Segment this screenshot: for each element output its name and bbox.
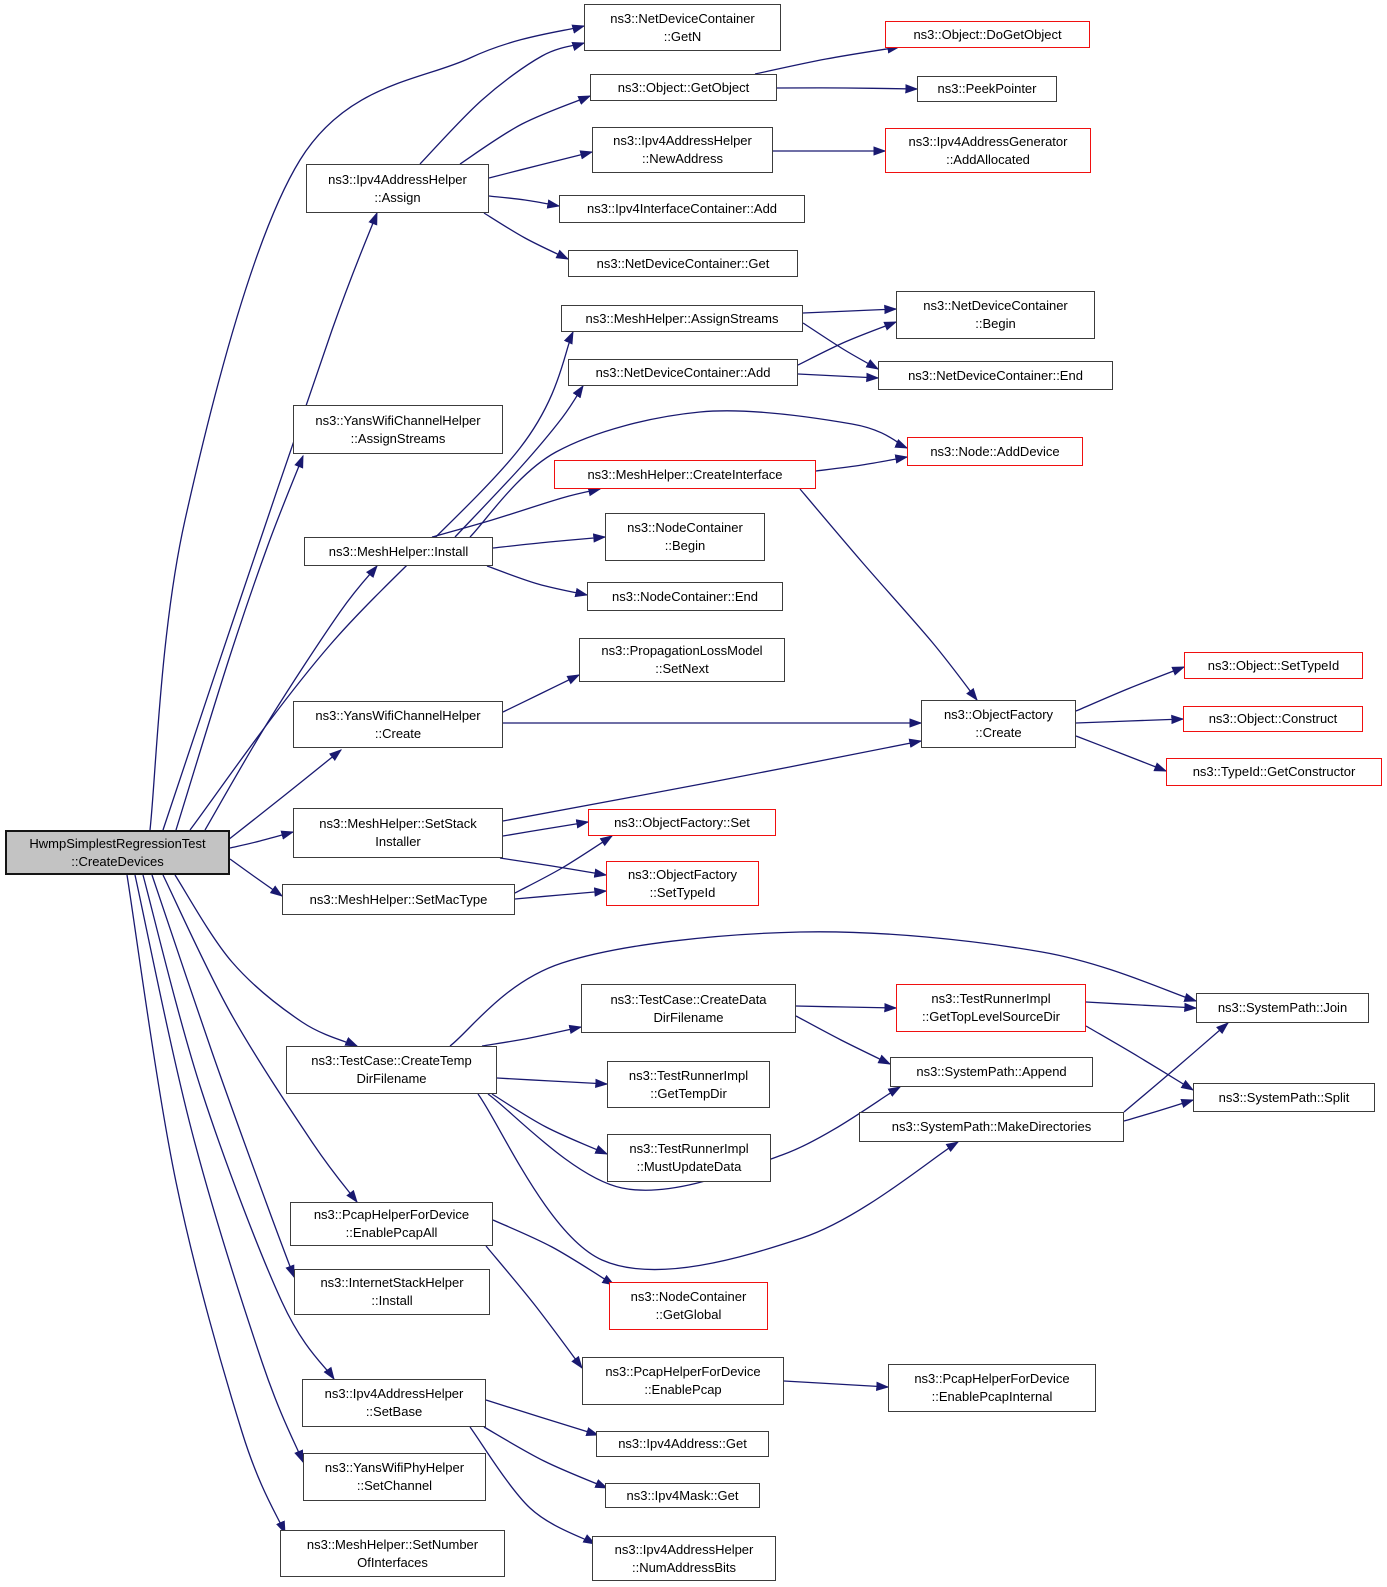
- edge-create_interface-node_adddevice: [816, 457, 907, 471]
- node-label: ns3::YansWifiChannelHelper: [315, 412, 481, 428]
- node-label: ns3::NodeContainer: [630, 1289, 747, 1304]
- node-ipv4if_add[interactable]: [559, 195, 805, 223]
- node-label: ns3::Ipv4Address::Get: [618, 1436, 747, 1451]
- node-label: ::AssignStreams: [350, 430, 446, 446]
- node-label: ns3::Ipv4AddressHelper: [614, 1541, 754, 1557]
- edge-set_base-numbits: [470, 1427, 595, 1544]
- node-create_data[interactable]: [581, 984, 796, 1033]
- node-label: ::Create: [975, 725, 1022, 740]
- edge-objfac_create-obj_construct: [1076, 719, 1183, 723]
- node-label: ns3::PcapHelperForDevice: [605, 1364, 761, 1379]
- node-label: ::Assign: [374, 189, 421, 205]
- node-label: ns3::Object::DoGetObject: [913, 26, 1062, 42]
- node-label: ::NumAddressBits: [631, 1559, 737, 1575]
- edge-mesh_install-nodecont_begin: [493, 537, 605, 548]
- node-obj_construct[interactable]: [1183, 706, 1363, 732]
- node-netdevc_end[interactable]: [878, 361, 1113, 390]
- edge-create_interface-objfac_create: [800, 489, 977, 700]
- node-label: ns3::PcapHelperForDevice: [313, 1207, 470, 1222]
- node-label: ns3::NetDeviceContainer: [923, 298, 1068, 313]
- node-getglobal[interactable]: [609, 1282, 768, 1330]
- node-epall[interactable]: [290, 1202, 493, 1246]
- node-label: ::AddAllocated: [946, 151, 1030, 167]
- node-label: OfInterfaces: [357, 1554, 428, 1570]
- node-sp_join[interactable]: [1196, 993, 1369, 1023]
- node-label: ::Create: [374, 725, 422, 741]
- edge-set_stack-objfac_set: [503, 822, 588, 836]
- node-label: ns3::SystemPath::Append: [916, 1064, 1067, 1079]
- node-label: ns3::TestCase::CreateTemp: [311, 1053, 472, 1068]
- node-label: ::MustUpdateData: [636, 1159, 742, 1174]
- edge-mesh_install-create_interface: [432, 489, 600, 537]
- edge-create_temp-create_data: [482, 1027, 581, 1046]
- edge-create_data-sp_append: [796, 1016, 890, 1064]
- edge-root-set_channel: [135, 875, 303, 1462]
- node-objfac_settypeid[interactable]: [606, 861, 759, 906]
- node-proploss_setnext[interactable]: [579, 638, 785, 682]
- node-label: ns3::Node::AddDevice: [930, 443, 1060, 459]
- edge-assign-newaddress: [489, 152, 592, 178]
- edge-objfac_create-typeid_getcons: [1076, 736, 1166, 771]
- node-label: ns3::Ipv4AddressGenerator: [908, 133, 1068, 149]
- node-mustupdate[interactable]: [607, 1134, 771, 1182]
- node-label: ns3::SystemPath::Split: [1218, 1089, 1350, 1105]
- node-label: ns3::MeshHelper::SetStack: [319, 816, 477, 831]
- node-label: DirFilename: [653, 1009, 724, 1025]
- node-sp_append[interactable]: [890, 1057, 1093, 1087]
- node-label: ns3::InternetStackHelper: [320, 1275, 464, 1290]
- node-label: ::EnablePcapInternal: [931, 1389, 1053, 1404]
- node-dogetobject[interactable]: [885, 21, 1090, 48]
- edge-root-epall: [163, 875, 357, 1202]
- node-addallocated[interactable]: [885, 128, 1091, 173]
- node-label: ns3::Ipv4Mask::Get: [626, 1487, 739, 1503]
- node-mesh_assignstreams[interactable]: [561, 305, 803, 332]
- edge-objfac_create-obj_settypeid: [1076, 667, 1184, 711]
- node-label: ::SetNext: [655, 661, 709, 676]
- edge-enablepcap-ep_internal: [784, 1381, 888, 1387]
- node-label: ns3::ObjectFactory::Set: [614, 814, 750, 830]
- node-ipv4mask_get[interactable]: [605, 1483, 760, 1508]
- edge-root-inet_install: [152, 875, 294, 1277]
- node-label: ns3::MeshHelper::SetNumber: [306, 1536, 479, 1552]
- node-nodecont_begin[interactable]: [605, 513, 765, 561]
- edge-getobject-peekpointer: [777, 88, 917, 89]
- node-set_stack[interactable]: [293, 808, 503, 858]
- node-label: ns3::NetDeviceContainer::Add: [595, 364, 771, 380]
- edge-set_base-ipv4mask_get: [484, 1427, 607, 1488]
- node-root[interactable]: [5, 830, 230, 875]
- edge-gettoplevel-sp_join: [1086, 1002, 1196, 1008]
- node-ep_internal[interactable]: [888, 1364, 1096, 1412]
- edge-gettoplevel-sp_split: [1086, 1026, 1193, 1090]
- node-label: ::SetTypeId: [649, 884, 716, 900]
- node-label: Installer: [375, 834, 421, 849]
- node-objfac_create[interactable]: [921, 700, 1076, 748]
- node-sp_makedirs[interactable]: [859, 1112, 1124, 1142]
- node-label: ns3::Object::SetTypeId: [1207, 657, 1340, 673]
- node-label: ns3::YansWifiChannelHelper: [315, 707, 481, 723]
- edge-assign-netdev_get: [484, 213, 568, 259]
- node-label: ns3::NetDeviceContainer::End: [908, 367, 1083, 383]
- edge-netdev_add-netdevc_end: [798, 374, 878, 378]
- node-label: ns3::MeshHelper::CreateInterface: [587, 466, 783, 482]
- node-label: ::GetTempDir: [650, 1085, 727, 1101]
- node-netdev_get[interactable]: [568, 250, 798, 277]
- node-label: ns3::ObjectFactory: [627, 866, 738, 882]
- node-ipv4addr_get[interactable]: [596, 1431, 769, 1457]
- node-label: ns3::PcapHelperForDevice: [914, 1371, 1070, 1386]
- node-label: ::Install: [371, 1293, 413, 1308]
- edge-mesh_install-nodecont_end: [487, 566, 587, 595]
- node-label: ns3::NetDeviceContainer::Get: [596, 255, 770, 271]
- node-label: ns3::NodeContainer: [627, 520, 743, 535]
- node-yans_assignstreams[interactable]: [293, 405, 503, 454]
- node-gettempdir[interactable]: [607, 1061, 770, 1108]
- edge-root-set_stack: [230, 832, 293, 848]
- node-label: ::Begin: [975, 316, 1016, 331]
- node-set_num[interactable]: [280, 1530, 505, 1577]
- edge-epall-enablepcap: [486, 1246, 582, 1368]
- node-label: ns3::SystemPath::MakeDirectories: [891, 1119, 1092, 1134]
- node-label: ns3::Ipv4InterfaceContainer::Add: [586, 201, 778, 216]
- node-node_adddevice[interactable]: [907, 437, 1083, 466]
- node-label: ns3::Object::Construct: [1208, 711, 1338, 726]
- node-netdevc_begin[interactable]: [896, 291, 1095, 339]
- node-label: ns3::TestRunnerImpl: [931, 991, 1051, 1006]
- node-label: ns3::NodeContainer::End: [612, 588, 758, 604]
- node-label: ::EnablePcap: [644, 1382, 722, 1397]
- node-sp_split[interactable]: [1193, 1083, 1375, 1112]
- node-label: ns3::MeshHelper::Install: [328, 543, 469, 559]
- node-label: ::GetGlobal: [655, 1307, 722, 1322]
- node-label: ns3::MeshHelper::SetMacType: [309, 891, 488, 907]
- edge-set_base-ipv4addr_get: [486, 1400, 598, 1435]
- node-label: ::EnablePcapAll: [345, 1225, 438, 1240]
- node-label: ns3::Ipv4AddressHelper: [613, 133, 752, 148]
- node-mesh_install[interactable]: [304, 537, 493, 566]
- node-enablepcap[interactable]: [582, 1357, 784, 1405]
- edge-mesh_assignstreams-netdevc_end: [803, 323, 878, 369]
- node-label: ::SetBase: [365, 1404, 423, 1419]
- edge-yans_create-proploss_setnext: [503, 675, 579, 712]
- node-label: ns3::MeshHelper::AssignStreams: [585, 310, 779, 326]
- node-set_channel[interactable]: [303, 1453, 486, 1501]
- node-label: ns3::TestRunnerImpl: [628, 1067, 749, 1083]
- edge-root-yans_assignstreams: [176, 456, 303, 830]
- node-label: ::GetTopLevelSourceDir: [921, 1009, 1060, 1024]
- node-label: ::SetChannel: [356, 1478, 433, 1493]
- edge-assign-getobject: [460, 96, 590, 164]
- node-label: DirFilename: [356, 1071, 427, 1086]
- node-numbits[interactable]: [592, 1536, 776, 1581]
- node-label: ns3::SystemPath::Join: [1217, 1000, 1348, 1015]
- node-label: ::NewAddress: [642, 151, 723, 166]
- node-label: ns3::Ipv4AddressHelper: [328, 171, 467, 187]
- node-create_interface[interactable]: [554, 460, 816, 489]
- node-label: HwmpSimplestRegressionTest: [29, 835, 206, 851]
- node-getn[interactable]: [584, 4, 781, 51]
- edge-assign-getn: [420, 43, 584, 164]
- node-label: ns3::PeekPointer: [937, 81, 1037, 96]
- node-label: ns3::TestCase::CreateData: [610, 991, 767, 1007]
- edge-getobject-dogetobject: [755, 47, 899, 74]
- edge-create_data-gettoplevel: [796, 1006, 896, 1008]
- edge-root-set_num: [127, 875, 285, 1533]
- node-peekpointer[interactable]: [917, 76, 1057, 102]
- node-label: ns3::Ipv4AddressHelper: [324, 1386, 464, 1401]
- node-label: ns3::Object::GetObject: [617, 79, 750, 95]
- node-nodecont_end[interactable]: [587, 582, 783, 611]
- edge-set_mactype-objfac_settypeid: [515, 891, 606, 899]
- node-label: ::CreateDevices: [71, 853, 164, 869]
- edge-root-set_mactype: [230, 859, 282, 896]
- node-inet_install[interactable]: [294, 1269, 490, 1315]
- node-newaddress[interactable]: [592, 127, 773, 173]
- node-netdev_add[interactable]: [568, 359, 798, 386]
- edge-mesh_assignstreams-netdevc_begin: [803, 309, 896, 313]
- node-typeid_getcons[interactable]: [1166, 758, 1382, 786]
- node-set_base[interactable]: [302, 1379, 486, 1427]
- node-getobject[interactable]: [590, 74, 777, 101]
- node-obj_settypeid[interactable]: [1184, 652, 1363, 679]
- edge-netdev_add-netdevc_begin: [798, 322, 896, 365]
- node-label: ::Begin: [664, 538, 706, 553]
- node-label: ns3::PropagationLossModel: [601, 643, 763, 658]
- edge-create_temp-gettempdir: [497, 1078, 607, 1084]
- node-yans_create[interactable]: [293, 701, 503, 748]
- node-label: ns3::NetDeviceContainer: [610, 10, 755, 26]
- edge-assign-ipv4if_add: [489, 196, 559, 206]
- node-gettoplevel[interactable]: [896, 984, 1086, 1032]
- node-set_mactype[interactable]: [282, 884, 515, 915]
- node-label: ns3::YansWifiPhyHelper: [324, 1460, 465, 1475]
- node-label: ns3::ObjectFactory: [943, 707, 1054, 722]
- node-label: ::GetN: [663, 28, 702, 44]
- edge-set_mactype-objfac_set: [515, 836, 612, 893]
- node-create_temp[interactable]: [286, 1046, 497, 1094]
- node-label: ns3::TestRunnerImpl: [629, 1141, 749, 1156]
- node-label: ns3::TypeId::GetConstructor: [1192, 764, 1356, 779]
- node-assign[interactable]: [306, 164, 489, 213]
- edge-create_temp-mustupdate: [492, 1094, 607, 1154]
- node-objfac_set[interactable]: [588, 809, 776, 836]
